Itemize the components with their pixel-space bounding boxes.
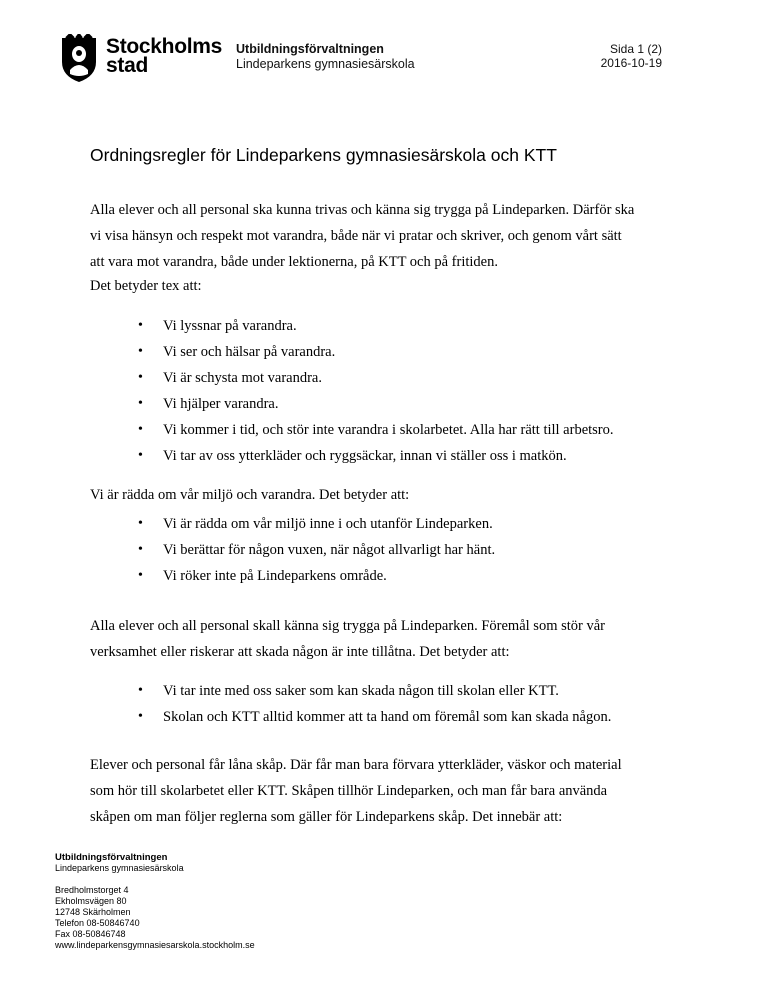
logo-wordmark-line2: stad xyxy=(106,54,148,77)
logo-wordmark xyxy=(106,37,222,75)
list-item: • Vi röker inte på Lindeparkens område. xyxy=(138,563,495,589)
list-item: • Vi ser och hälsar på varandra. xyxy=(138,339,614,365)
list-item: • Vi hjälper varandra. xyxy=(138,391,614,417)
rules-list-respect xyxy=(138,313,614,469)
list-item: • Vi tar inte med oss saker som kan skada någon till skolan eller KTT. xyxy=(138,678,611,704)
intro-paragraph xyxy=(90,197,690,297)
header-page-number: Sida 1 (2) xyxy=(609,42,662,56)
lockers-line: skåpen om man följer reglerna som gäller för Lindeparkens skåp. Det innebär att: xyxy=(90,809,563,825)
document-title: Ordningsregler för Lindeparkens gymnasiesärskola och KTT xyxy=(90,145,557,165)
environment-line: Vi är rädda om vår miljö och varandra. Det betyder att: xyxy=(90,487,410,503)
footer-address-line: 12748 Skärholmen xyxy=(55,907,131,917)
stockholms-stad-logo-icon xyxy=(58,34,100,84)
list-item: • Vi berättar för någon vuxen, när något allvarligt har hänt. xyxy=(138,537,495,563)
footer-phone: Telefon 08-50846740 xyxy=(55,918,140,928)
list-item: • Vi kommer i tid, och stör inte varandra i skolarbetet. Alla har rätt till arbetsro. xyxy=(138,417,614,443)
header-organization: Utbildningsförvaltningen xyxy=(236,42,384,56)
safety-paragraph xyxy=(90,613,690,665)
intro-line: vi visa hänsyn och respekt mot varandra, både när vi pratar och skriver, och genom vårt sätt xyxy=(90,228,622,244)
footer-school: Lindeparkens gymnasiesärskola xyxy=(55,863,184,873)
logo-wordmark-line1: Stockholms xyxy=(106,35,223,58)
intro-line: Alla elever och all personal ska kunna trivas och känna sig trygga på Lindeparken. Därför ska xyxy=(90,202,635,218)
footer-address-line: Bredholmstorget 4 xyxy=(55,885,129,895)
footer-address-line: Ekholmsvägen 80 xyxy=(55,896,127,906)
lockers-paragraph xyxy=(90,752,690,830)
list-item: • Vi är schysta mot varandra. xyxy=(138,365,614,391)
footer-fax: Fax 08-50846748 xyxy=(55,929,126,939)
header-school: Lindeparkens gymnasiesärskola xyxy=(236,57,415,71)
lockers-line: Elever och personal får låna skåp. Där får man bara förvara ytterkläder, väskor och material xyxy=(90,757,622,773)
safety-line: Alla elever och all personal skall känna sig trygga på Lindeparken. Föremål som stör vår xyxy=(90,618,605,634)
header-date: 2016-10-19 xyxy=(600,56,662,70)
list-item: • Vi tar av oss ytterkläder och ryggsäckar, innan vi ställer oss i matkön. xyxy=(138,443,614,469)
intro-line: Det betyder tex att: xyxy=(90,278,202,294)
footer-organization: Utbildningsförvaltningen xyxy=(55,852,168,863)
intro-line: att vara mot varandra, både under lektionerna, på KTT och på fritiden. xyxy=(90,254,498,270)
list-item: • Vi är rädda om vår miljö inne i och utanför Lindeparken. xyxy=(138,511,495,537)
environment-paragraph xyxy=(90,482,690,508)
rules-list-environment xyxy=(138,511,495,589)
footer-website-link[interactable]: www.lindeparkensgymnasiesarskola.stockholm.se xyxy=(55,940,255,950)
safety-line: verksamhet eller riskerar att skada någon är inte tillåtna. Det betyder att: xyxy=(90,644,510,660)
rules-list-safety xyxy=(138,678,611,730)
lockers-line: som hör till skolarbetet eller KTT. Skåpen tillhör Lindeparken, och man får bara använda xyxy=(90,783,608,799)
list-item: • Vi lyssnar på varandra. xyxy=(138,313,614,339)
list-item: • Skolan och KTT alltid kommer att ta hand om föremål som kan skada någon. xyxy=(138,704,611,730)
footer xyxy=(55,852,255,951)
